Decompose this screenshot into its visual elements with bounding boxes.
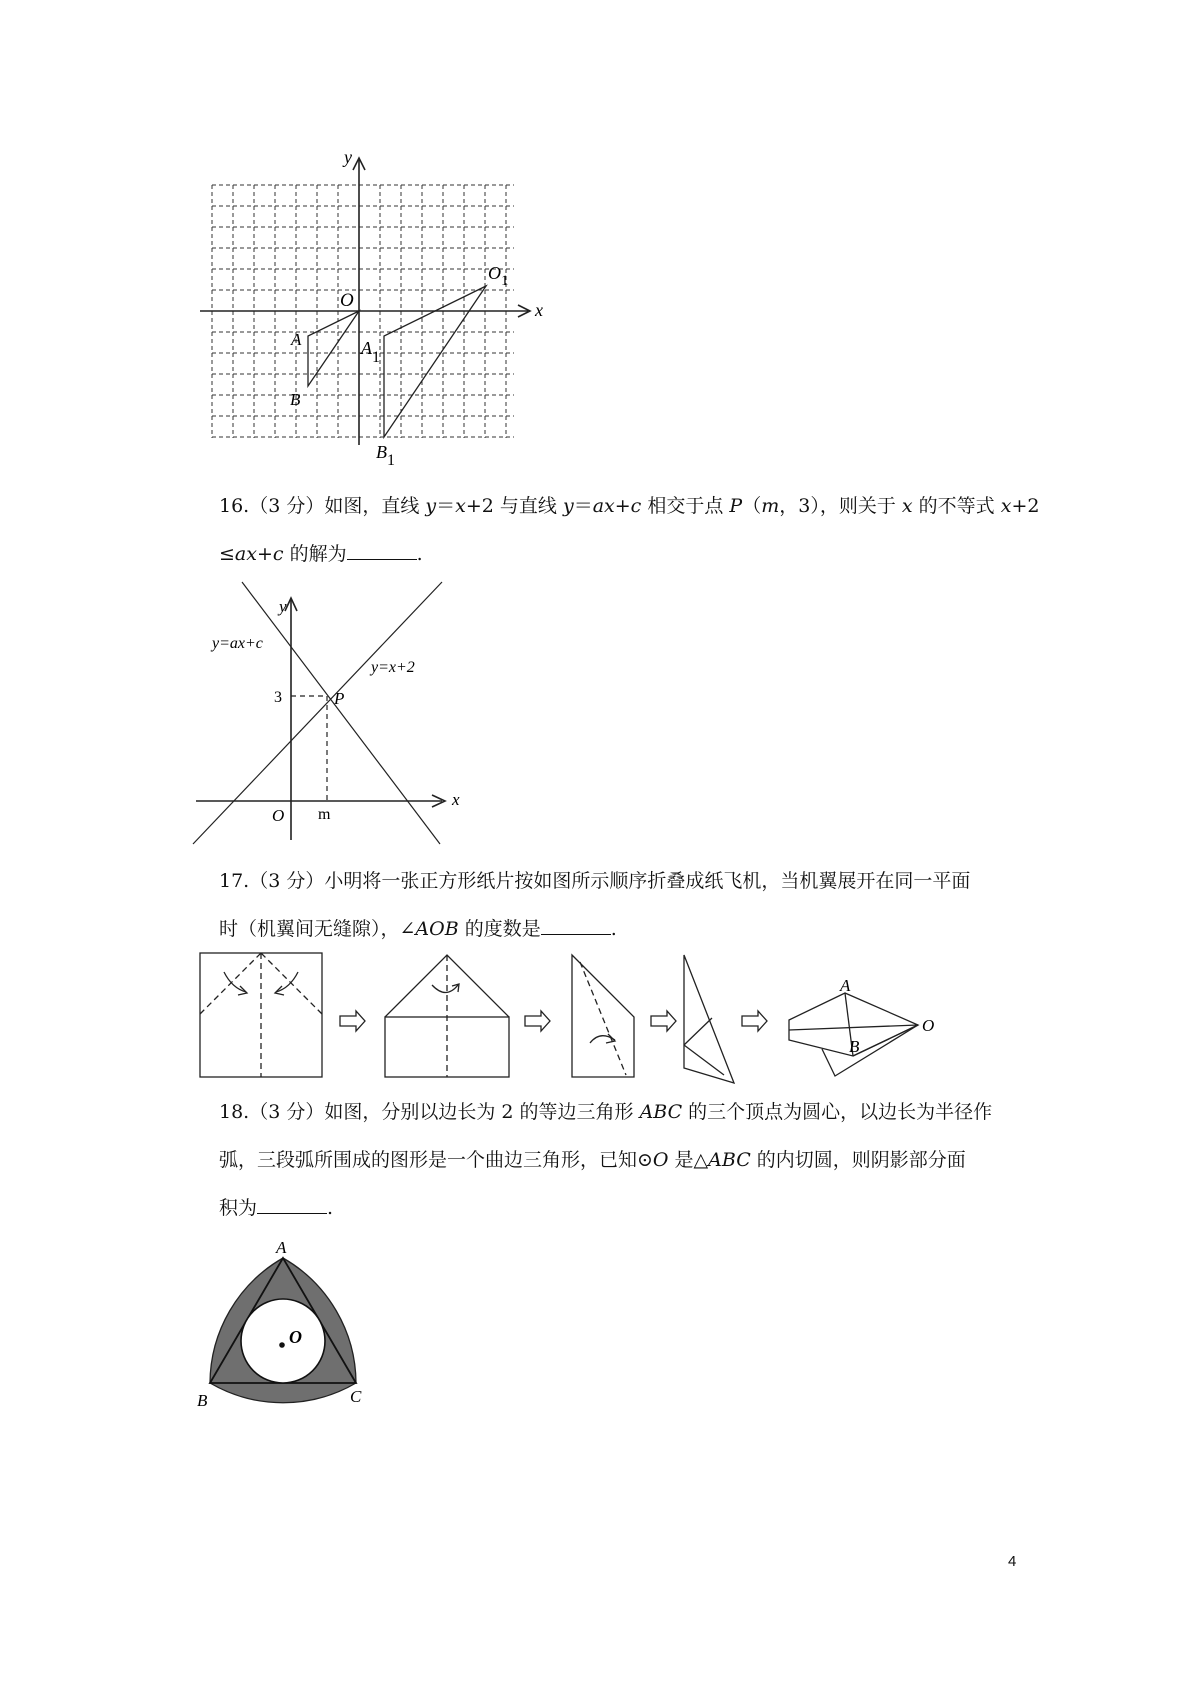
origin-label: O <box>340 290 354 311</box>
line-y-ax-plus-c <box>242 582 440 844</box>
fold-step-1 <box>200 953 322 1077</box>
answer-blank-17[interactable] <box>541 914 611 935</box>
label-b: B <box>197 1391 208 1410</box>
plane-label-b: B <box>849 1037 860 1056</box>
fold-step-4 <box>684 955 734 1083</box>
y-axis-label: y <box>344 147 352 167</box>
fold-step-2 <box>385 955 509 1077</box>
answer-blank-18[interactable] <box>257 1193 327 1214</box>
center-dot <box>279 1342 285 1348</box>
triangle-oab <box>308 311 359 386</box>
plane-label-o: O <box>922 1016 935 1035</box>
axes <box>200 158 530 445</box>
step-arrow-2 <box>525 1011 550 1031</box>
step-arrow-3 <box>651 1011 676 1031</box>
plane-label-a: A <box>840 976 851 995</box>
origin-label: O <box>272 806 285 825</box>
tick-3-label: 3 <box>274 689 282 706</box>
step-arrow-4 <box>742 1011 767 1031</box>
point-b-label: B <box>290 390 301 409</box>
figure-curved-triangle <box>190 1235 380 1420</box>
question-17: 17.（3 分）小明将一张正方形纸片按如图所示顺序折叠成纸飞机，当机翼展开在同一平面 时（机翼间无缝隙），∠AOB 的度数是 . <box>219 870 971 940</box>
guide-lines <box>291 696 327 801</box>
incircle-o <box>241 1299 325 1383</box>
label-c: C <box>350 1387 362 1406</box>
question-16: 16.（3 分）如图，直线 y＝x+2 与直线 y＝ax+c 相交于点 P（m，3），则关于 x 的不等式 x+2 ≤ax+c 的解为 . <box>219 495 1040 565</box>
x-axis-label: x <box>535 300 543 320</box>
point-o1-label: $O_1$ <box>488 263 509 289</box>
fold-step-5-plane <box>789 993 918 1076</box>
y-axis-label: y <box>279 597 287 616</box>
step-arrow-1 <box>340 1011 365 1031</box>
x-axis-label: x <box>452 790 460 809</box>
figure-paper-plane <box>190 945 950 1085</box>
line-y-x-plus-2 <box>193 582 442 844</box>
question-18: 18.（3 分）如图，分别以边长为 2 的等边三角形 ABC 的三个顶点为圆心，以边长为半径作 弧，三段弧所围成的图形是一个曲边三角形，已知⊙O 是△ABC 的内切圆，则阴影部分面 积为 . <box>219 1101 993 1219</box>
point-b1-label: B1 <box>376 442 395 469</box>
figure-two-lines <box>185 575 475 855</box>
fold-step-3 <box>572 955 634 1077</box>
answer-blank-16[interactable] <box>347 539 417 560</box>
triangle-o1a1b1 <box>384 286 486 437</box>
point-a1-label: A1 <box>361 338 380 366</box>
figure-grid-triangles <box>195 145 575 475</box>
tick-m-label: m <box>318 806 331 823</box>
line-ax-plus-c-label: y=ax+c <box>212 635 263 652</box>
line-x-plus-2-label: y=x+2 <box>371 659 415 676</box>
label-a: A <box>276 1238 287 1257</box>
label-o: O <box>289 1327 302 1347</box>
point-a-label: A <box>291 330 302 349</box>
point-p-label: P <box>334 689 345 708</box>
page-number: 4 <box>1008 1553 1017 1570</box>
